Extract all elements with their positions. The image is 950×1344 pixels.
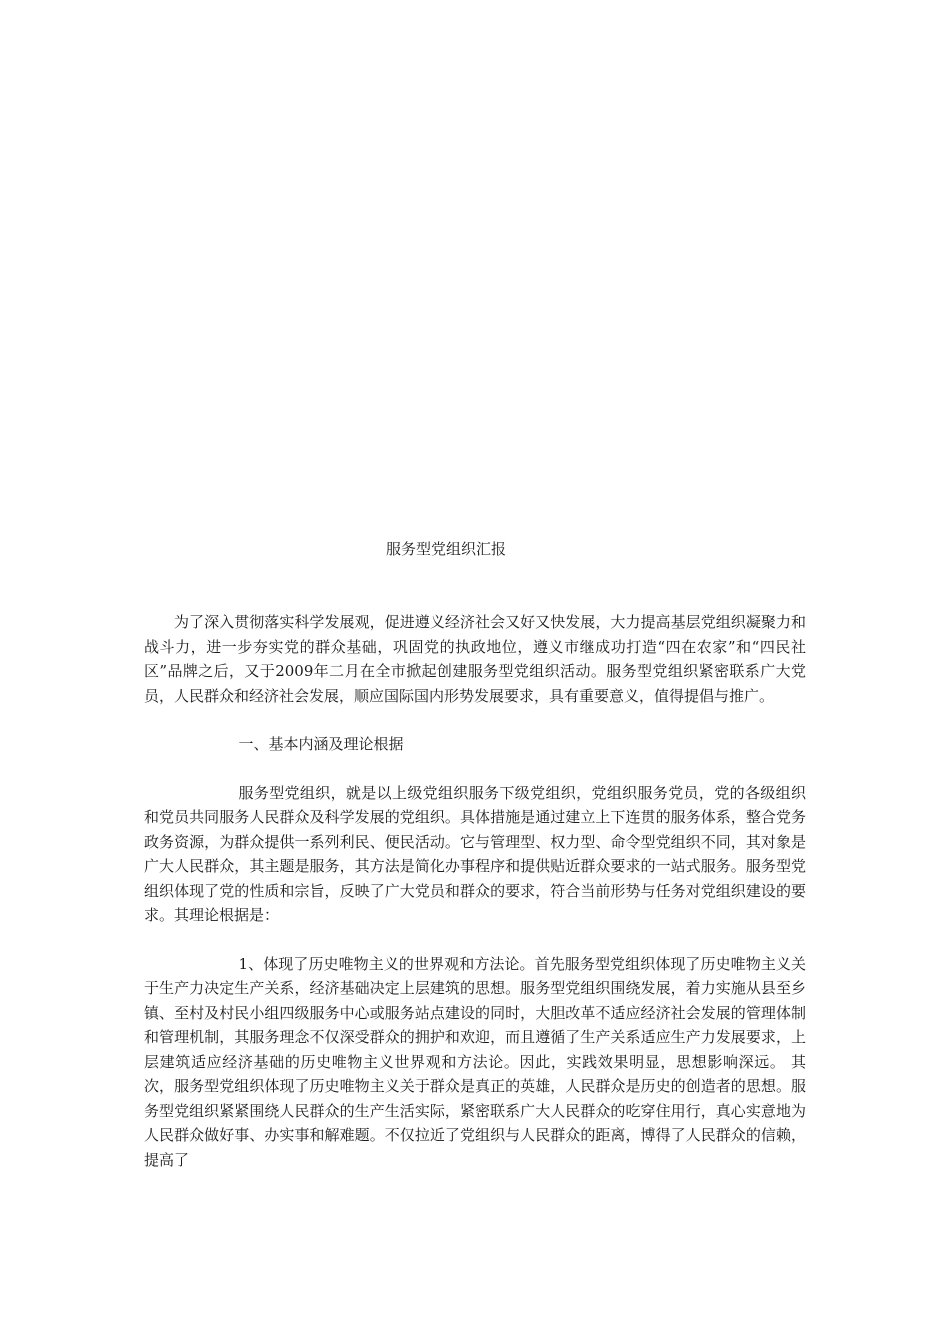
section-heading-1: 一、基本内涵及理论根据 bbox=[238, 735, 404, 753]
intro-paragraph: 为了深入贯彻落实科学发展观，促进遵义经济社会又好又快发展，大力提高基层党组织凝聚力和战斗力，进一步夯实党的群众基础，巩固党的执政地位，遵义市继成功打造“四在农家”和“四民社区”品牌之后，又于2009年二月在全市掀起创建服务型党组织活动。服务型党组织紧密联系广大党员，人民群众和经济社会发展，顺应国际国内形势发展要求，具有重要意义，值得提倡与推广。 bbox=[144, 613, 806, 705]
theory-paragraph-1: 1、体现了历史唯物主义的世界观和方法论。首先服务型党组织体现了历史唯物主义关于生产力决定生产关系，经济基础决定上层建筑的思想。服务型党组织围绕发展，着力实施从县至乡镇、至村及村民小组四级服务中心或服务站点建设的同时，大胆改革不适应经济社会发展的管理体制和管理机制，其服务理念不仅深受群众的拥护和欢迎，而且遵循了生产关系适应生产力发展要求，上层建筑适应经济基础的历史唯物主义世界观和方法论。因此，实践效果明显，思想影响深远。 其次，服务型党组织体现了历史唯物主义关于群众是真正的英雄，人民群众是历史的创造者的思想。服务型党组织紧紧围绕人民群众的生产生活实际，紧密联系广大人民群众的吃穿住用行，真心实意地为人民群众做好事、办实事和解难题。不仅拉近了党组织与人民群众的距离，博得了人民群众的信赖，提高了 bbox=[144, 954, 806, 1169]
document-title: 服务型党组织汇报 bbox=[385, 540, 506, 558]
definition-paragraph: 服务型党组织，就是以上级党组织服务下级党组织，党组织服务党员，党的各级组织和党员共同服务人民群众及科学发展的党组织。具体措施是通过建立上下连贯的服务体系，整合党务政务资源，为群众提供一系列利民、便民活动。它与管理型、权力型、命令型党组织不同，其对象是广大人民群众，其主题是服务，其方法是简化办事程序和提供贴近群众要求的一站式服务。服务型党组织体现了党的性质和宗旨，反映了广大党员和群众的要求，符合当前形势与任务对党组织建设的要求。其理论根据是： bbox=[144, 783, 806, 924]
document-body bbox=[144, 610, 806, 1196]
